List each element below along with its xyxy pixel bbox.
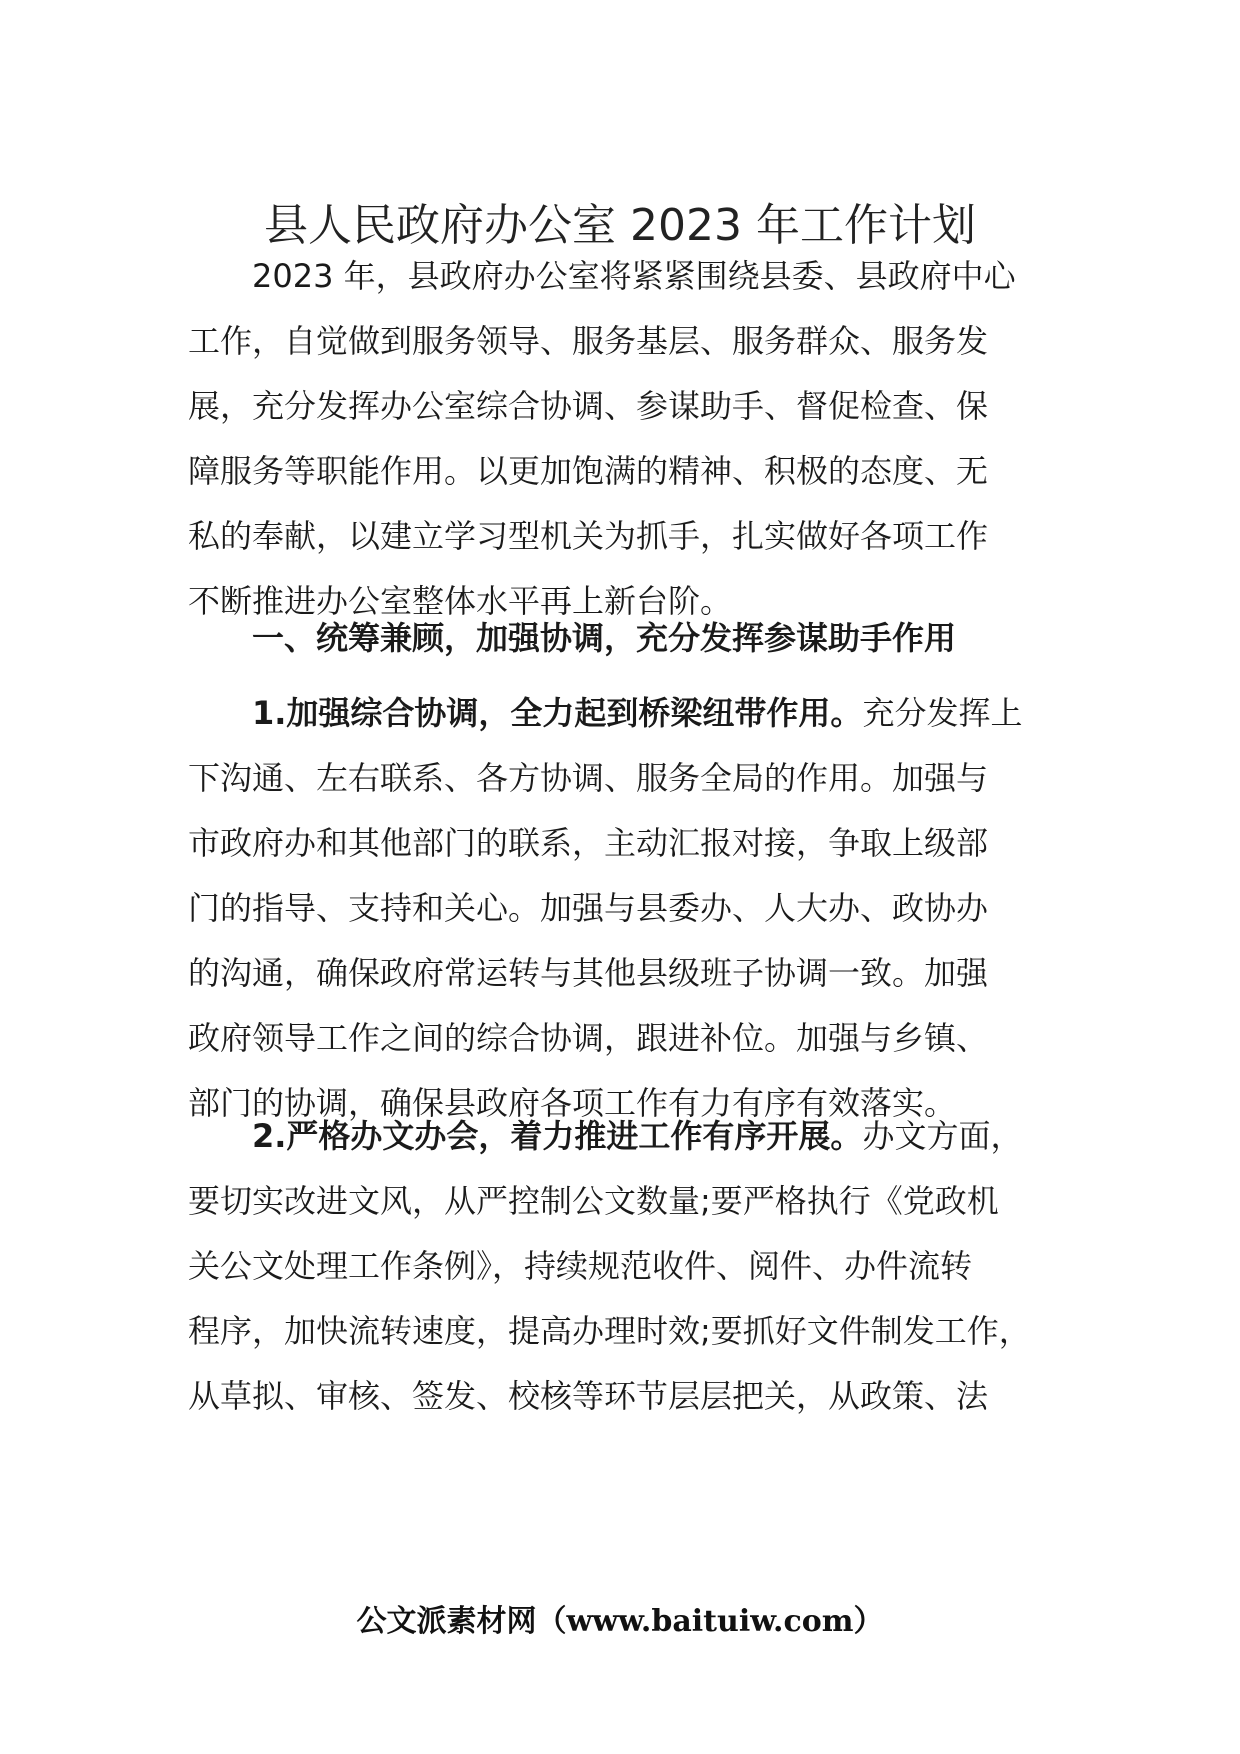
intro-line: 工作，自觉做到服务领导、服务基层、服务群众、服务发 bbox=[188, 322, 989, 360]
intro-line: 不断推进办公室整体水平再上新台阶。 bbox=[188, 582, 733, 620]
item2-first-line bbox=[188, 1104, 1060, 1169]
item1-line: 部门的协调，确保县政府各项工作有力有序有效落实。 bbox=[188, 1084, 957, 1122]
item2-line: 程序，加快流转速度，提高办理时效;要抓好文件制发工作， bbox=[188, 1312, 1031, 1350]
item2-paragraph bbox=[188, 1104, 1060, 1429]
item2-line: 从草拟、审核、签发、校核等环节层层把关，从政策、法 bbox=[188, 1377, 989, 1415]
intro-paragraph bbox=[188, 244, 1060, 634]
item1-lead: 1.加强综合协调，全力起到桥梁纽带作用。 bbox=[188, 694, 863, 732]
item1-first-line bbox=[188, 681, 1060, 746]
item1-paragraph bbox=[188, 681, 1060, 1136]
section1-heading: 一、统筹兼顾，加强协调，充分发挥参谋助手作用 bbox=[188, 619, 957, 657]
section-heading bbox=[188, 606, 1060, 671]
item1-line: 门的指导、支持和关心。加强与县委办、人大办、政协办 bbox=[188, 889, 989, 927]
item1-line: 政府领导工作之间的综合协调，跟进补位。加强与乡镇、 bbox=[188, 1019, 989, 1057]
item1-first-rest: 充分发挥上 bbox=[862, 694, 1023, 732]
intro-line: 障服务等职能作用。以更加饱满的精神、积极的态度、无 bbox=[188, 452, 989, 490]
item1-line: 市政府办和其他部门的联系，主动汇报对接，争取上级部 bbox=[188, 824, 989, 862]
intro-line: 私的奉献，以建立学习型机关为抓手，扎实做好各项工作 bbox=[188, 517, 989, 555]
footer-source: 公文派素材网（www.baituiw.com） bbox=[356, 1604, 884, 1639]
item2-line: 关公文处理工作条例》，持续规范收件、阅件、办件流转 bbox=[188, 1247, 973, 1285]
item2-first-rest: 办文方面， bbox=[862, 1117, 1023, 1155]
item1-line: 的沟通，确保政府常运转与其他县级班子协调一致。加强 bbox=[188, 954, 989, 992]
document-title: 县人民政府办公室 2023 年工作计划 bbox=[264, 200, 976, 251]
intro-line: 展，充分发挥办公室综合协调、参谋助手、督促检查、保 bbox=[188, 387, 989, 425]
intro-line: 2023 年，县政府办公室将紧紧围绕县委、县政府中心 bbox=[188, 257, 1016, 295]
item2-lead: 2.严格办文办会，着力推进工作有序开展。 bbox=[188, 1117, 863, 1155]
item2-line: 要切实改进文风，从严控制公文数量;要严格执行《党政机 bbox=[188, 1182, 999, 1220]
item1-line: 下沟通、左右联系、各方协调、服务全局的作用。加强与 bbox=[188, 759, 989, 797]
